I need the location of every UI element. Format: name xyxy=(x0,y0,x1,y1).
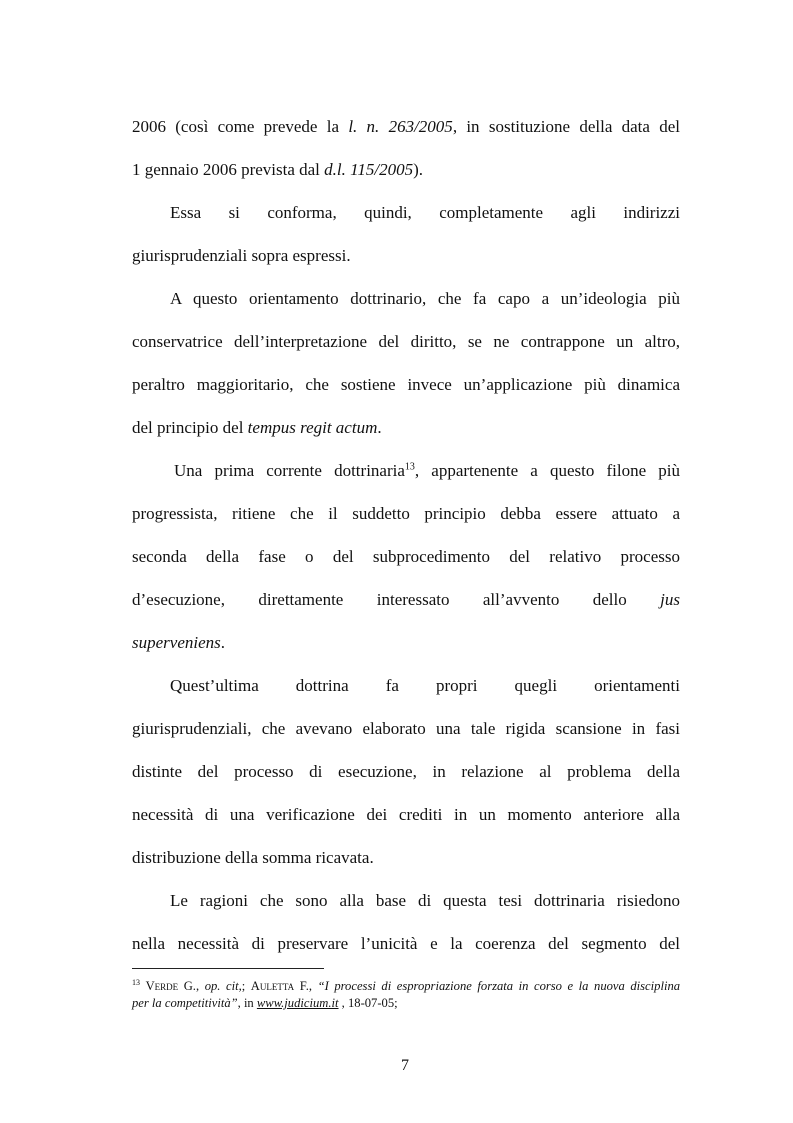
paragraph-2-line-1: Essa si conforma, quindi, completamente agli indirizzi xyxy=(170,203,680,222)
footnote-13-line-2: per la competitività”, in www.judicium.it , 18-07-05; xyxy=(132,996,398,1010)
footnote-ref-13: 13 xyxy=(404,461,415,473)
paragraph-1-line-1: 2006 (così come prevede la l. n. 263/2005, in sostituzione della data del xyxy=(132,117,680,136)
footnote-number: 13 xyxy=(132,977,140,987)
paragraph-3-line-2: conservatrice dell’interpretazione del diritto, se ne contrappone un altro, xyxy=(132,332,680,351)
paragraph-3-line-4: del principio del tempus regit actum. xyxy=(132,418,382,437)
page-number: 7 xyxy=(401,1057,409,1074)
footnote-separator xyxy=(132,968,324,969)
paragraph-5-line-2: giurisprudenziali, che avevano elaborato una tale rigida scansione in fasi xyxy=(132,719,680,738)
paragraph-4-line-2: progressista, ritiene che il suddetto principio debba essere attuato a xyxy=(132,504,680,523)
footnote-13-line-1: $^{13}$ Verde G., op. cit,; Auletta F., “I processi di espropriazione forzata in corso e la nuova disciplina xyxy=(132,977,681,993)
paragraph-5-line-5: distribuzione della somma ricavata. xyxy=(132,848,374,867)
paragraph-1-line-2: 1 gennaio 2006 prevista dal d.l. 115/2005). xyxy=(132,160,424,179)
paragraph-5-line-1: Quest’ultima dottrina fa propri quegli orientamenti xyxy=(170,676,680,695)
paragraph-3-line-1: A questo orientamento dottrinario, che fa capo a un’ideologia più xyxy=(170,289,680,308)
paragraph-4-line-4: d’esecuzione, direttamente interessato all’avvento dello jus xyxy=(132,590,680,609)
paragraph-2-line-2: giurisprudenziali sopra espressi. xyxy=(132,246,351,265)
paragraph-6-line-1: Le ragioni che sono alla base di questa tesi dottrinaria risiedono xyxy=(170,891,680,910)
paragraph-5-line-4: necessità di una verificazione dei crediti in un momento anteriore alla xyxy=(132,805,680,824)
judicium-link[interactable]: www.judicium.it xyxy=(256,996,339,1010)
paragraph-3-line-3: peraltro maggioritario, che sostiene invece un’applicazione più dinamica xyxy=(132,375,680,394)
paragraph-4-line-5: superveniens. xyxy=(132,633,226,652)
paragraph-6-line-2: nella necessità di preservare l’unicità e la coerenza del segmento del xyxy=(132,934,680,953)
paragraph-4-line-1: Una prima corrente dottrinaria$^{13}$, appartenente a questo filone più xyxy=(174,461,680,480)
paragraph-5-line-3: distinte del processo di esecuzione, in relazione al problema della xyxy=(132,762,680,781)
paragraph-4-line-3: seconda della fase o del subprocedimento del relativo processo xyxy=(132,547,680,566)
